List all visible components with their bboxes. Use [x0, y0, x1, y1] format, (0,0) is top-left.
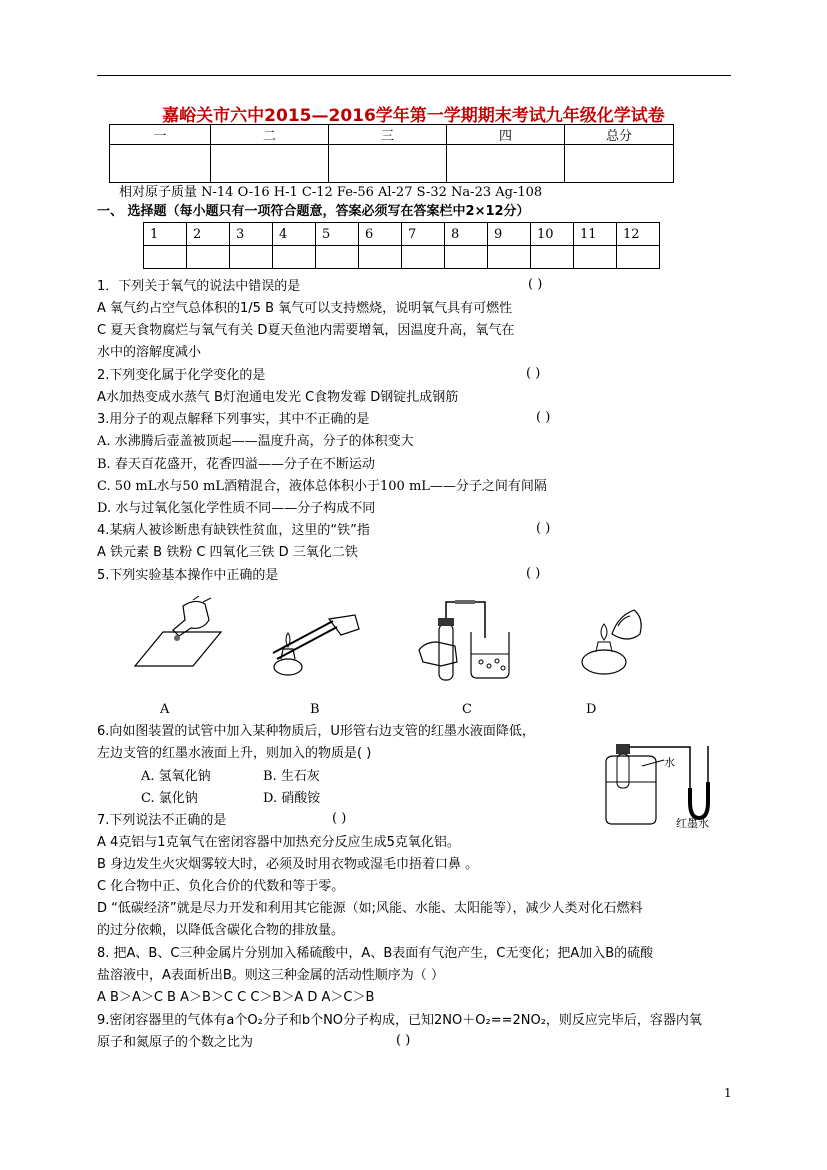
score-cell[interactable] — [329, 145, 447, 183]
q5-label-d: D — [586, 702, 597, 717]
answer-cell[interactable] — [402, 246, 445, 269]
airtightness-check-figure — [415, 598, 515, 682]
q9-answer-paren[interactable]: ( ) — [396, 1033, 411, 1048]
q7-stem: 7.下列说法不正确的是 — [97, 813, 227, 828]
answer-table — [143, 222, 660, 269]
q5-stem: 5.下列实验基本操作中正确的是 — [97, 568, 279, 583]
q1-option-line3: 水中的溶解度减小 — [97, 345, 202, 360]
q5-answer-paren[interactable]: ( ) — [526, 566, 541, 581]
q6-stem-line1: 6.向如图装置的试管中加入某种物质后，U形管右边支管的红墨水液面降低， — [97, 724, 535, 739]
q1-option-line1: A 氧气约占空气总体积的1/5 B 氧气可以支持燃烧，说明氧气具有可燃性 — [97, 301, 513, 316]
score-header-total: 总分 — [565, 125, 674, 145]
answer-cell[interactable] — [445, 246, 488, 269]
score-header-4: 四 — [447, 125, 565, 145]
q4-stem: 4.某病人被诊断患有缺铁性贫血，这里的“铁”指 — [97, 523, 370, 538]
answer-number: 8 — [445, 223, 488, 246]
q8-options: A B＞A＞C B A＞B＞C C C＞B＞A D A＞C＞B — [97, 990, 375, 1005]
q5-label-a: A — [160, 702, 170, 717]
q6-stem-line2: 左边支管的红墨水液面上升，则加入的物质是( ) — [97, 746, 372, 761]
q1-stem: 1．下列关于氧气的说法中错误的是 — [97, 279, 301, 294]
answer-number: 1 — [144, 223, 187, 246]
q6-water-label: 水 — [664, 756, 675, 769]
answer-cell[interactable] — [144, 246, 187, 269]
q7-option-b: B 身边发生火灾烟雾较大时，必须及时用衣物或湿毛巾捂着口鼻 。 — [97, 857, 479, 872]
answer-cell[interactable] — [273, 246, 316, 269]
q9-line2: 原子和氮原子的个数之比为 — [97, 1035, 254, 1050]
q2-answer-paren[interactable]: ( ) — [526, 366, 541, 381]
page-number: 1 — [724, 1086, 732, 1100]
answer-number: 12 — [617, 223, 660, 246]
q5-label-c: C — [462, 702, 472, 717]
q2-options: A水加热变成水蒸气 B灯泡通电发光 C食物发霉 D钢锭扎成钢筋 — [97, 390, 459, 405]
answer-cell[interactable] — [316, 246, 359, 269]
answer-number: 11 — [574, 223, 617, 246]
q4-answer-paren[interactable]: ( ) — [536, 521, 551, 536]
q6-ink-label: 红墨水 — [676, 817, 709, 830]
q7-answer-paren[interactable]: ( ) — [332, 811, 347, 826]
q3-option-a: A. 水沸腾后壶盖被顶起——温度升高，分子的体积变大 — [97, 434, 414, 449]
q6-option-c: C. 氯化钠 — [141, 791, 198, 806]
answer-number: 3 — [230, 223, 273, 246]
q9-line1: 9.密闭容器里的气体有a个O₂分子和b个NO分子构成，已知2NO＋O₂==2NO₂，则反应完毕后，容器内氧 — [97, 1013, 702, 1028]
q6-option-d: D. 硝酸铵 — [263, 791, 321, 806]
q3-option-d: D. 水与过氧化氢化学性质不同——分子构成不同 — [97, 501, 376, 516]
answer-number: 2 — [187, 223, 230, 246]
q6-option-b: B. 生石灰 — [263, 769, 320, 784]
answer-number: 6 — [359, 223, 402, 246]
q8-line1: 8. 把A、B、C三种金属片分别加入稀硫酸中，A、B表面有气泡产生，C无变化；把A加入B的硫酸 — [97, 946, 654, 961]
q1-answer-paren[interactable]: ( ) — [528, 277, 543, 292]
q1-option-line2: C 夏天食物腐烂与氧气有关 D夏天鱼池内需要增氧，因温度升高，氧气在 — [97, 323, 515, 338]
answer-cell[interactable] — [230, 246, 273, 269]
score-header-3: 三 — [329, 125, 447, 145]
q3-option-c: C. 50 mL水与50 mL酒精混合，液体总体积小于100 mL——分子之间有间隔 — [97, 479, 547, 494]
score-header-1: 一 — [110, 125, 211, 145]
section-one-heading: 一、 选择题（每小题只有一项符合题意，答案必须写在答案栏中2×12分） — [97, 204, 530, 219]
q8-line2: 盐溶液中，A表面析出B。则这三种金属的活动性顺序为（ ） — [97, 968, 444, 983]
q7-option-a: A 4克铝与1克氧气在密闭容器中加热充分反应生成5克氧化铝。 — [97, 835, 460, 850]
atomic-mass-line: 相对原子质量 N-14 O-16 H-1 C-12 Fe-56 Al-27 S-32 Na-23 Ag-108 — [119, 185, 543, 200]
answer-cell[interactable] — [574, 246, 617, 269]
q7-option-d-line1: D “低碳经济”就是尽力开发和利用其它能源（如;风能、水能、太阳能等），减少人类对化石燃料 — [97, 901, 643, 916]
score-table — [109, 124, 674, 183]
q5-label-b: B — [310, 702, 320, 717]
answer-cell[interactable] — [359, 246, 402, 269]
score-cell[interactable] — [211, 145, 329, 183]
answer-number: 7 — [402, 223, 445, 246]
q3-answer-paren[interactable]: ( ) — [536, 410, 551, 425]
score-header-2: 二 — [211, 125, 329, 145]
answer-number: 10 — [531, 223, 574, 246]
exam-title: 嘉峪关市六中2015—2016学年第一学期期末考试九年级化学试卷 — [162, 106, 665, 126]
paper-test-figure — [133, 596, 223, 672]
answer-cell[interactable] — [617, 246, 660, 269]
q2-stem: 2.下列变化属于化学变化的是 — [97, 368, 266, 383]
score-cell[interactable] — [110, 145, 211, 183]
answer-cell[interactable] — [531, 246, 574, 269]
alcohol-lamp-figure — [578, 604, 650, 678]
q7-option-d-line2: 的过分依赖，以降低含碳化合物的排放量。 — [97, 923, 345, 938]
score-cell[interactable] — [447, 145, 565, 183]
q3-option-b: B. 春天百花盛开，花香四溢——分子在不断运动 — [97, 457, 375, 472]
q6-option-a: A. 氢氧化钠 — [141, 769, 211, 784]
answer-cell[interactable] — [488, 246, 531, 269]
q3-stem: 3.用分子的观点解释下列事实，其中不正确的是 — [97, 412, 370, 427]
answer-number: 9 — [488, 223, 531, 246]
answer-number: 4 — [273, 223, 316, 246]
score-cell[interactable] — [565, 145, 674, 183]
heating-test-tube-figure — [263, 613, 363, 677]
q7-option-c: C 化合物中正、负化合价的代数和等于零。 — [97, 879, 345, 894]
header-rule — [97, 75, 731, 76]
q4-options: A 铁元素 B 铁粉 C 四氧化三铁 D 三氧化二铁 — [97, 545, 358, 560]
answer-cell[interactable] — [187, 246, 230, 269]
answer-number: 5 — [316, 223, 359, 246]
